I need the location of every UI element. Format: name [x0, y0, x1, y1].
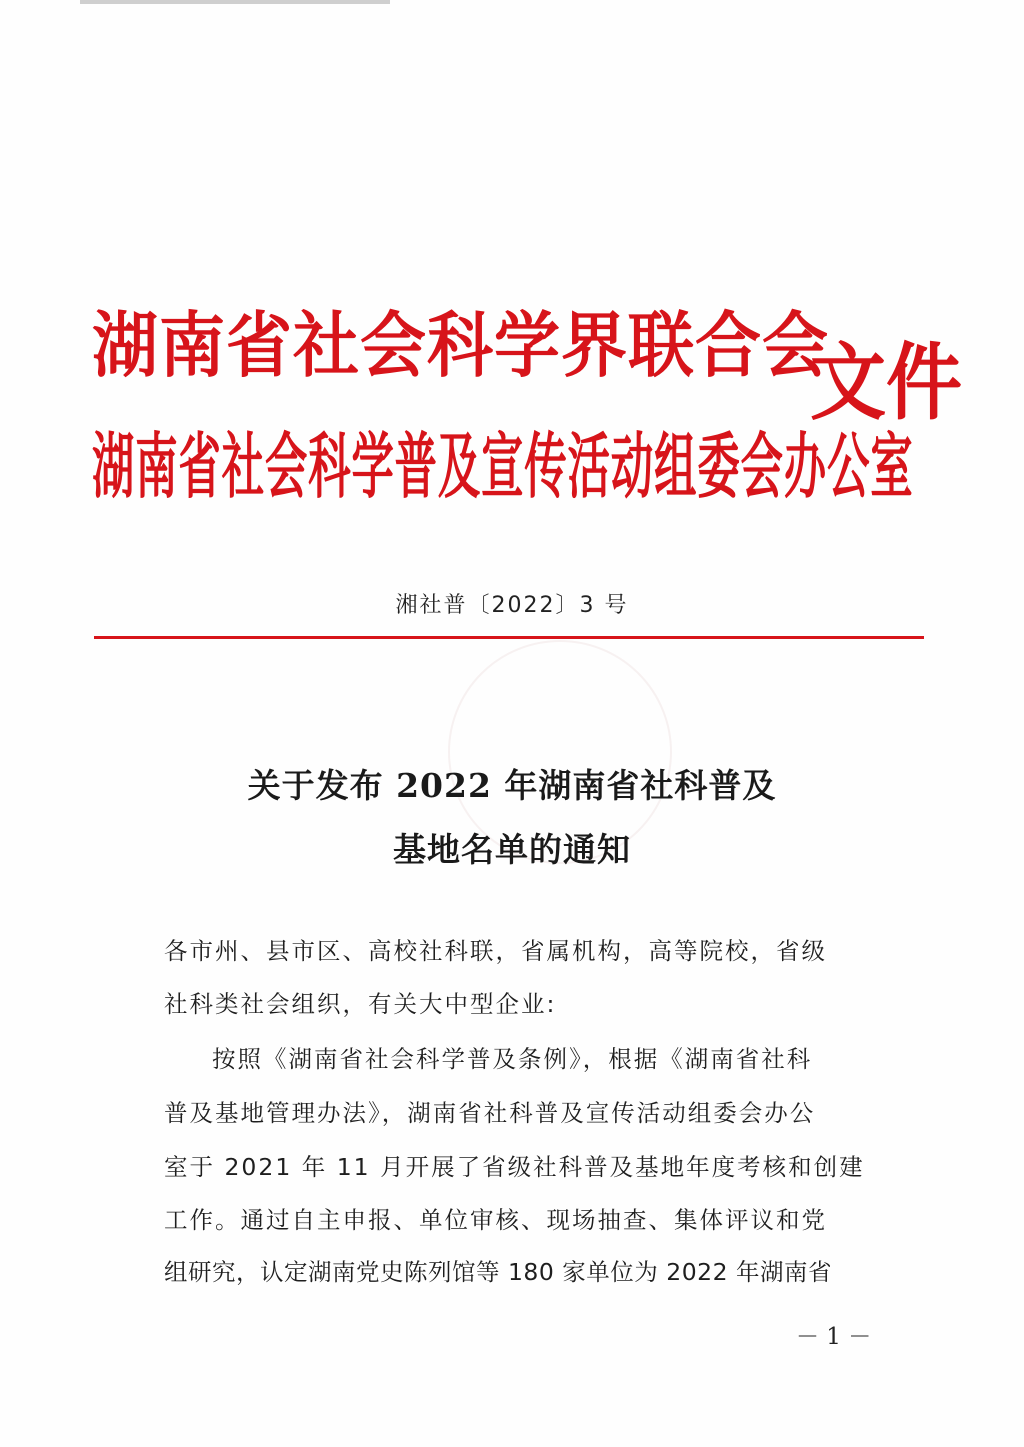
document-number: 湘社普〔2022〕3 号 — [395, 593, 629, 618]
body-line: 社科类社会组织，有关大中型企业: — [164, 990, 557, 1018]
body-line: 组研究，认定湖南党史陈列馆等 180 家单位为 2022 年湖南省 — [164, 1258, 833, 1286]
org-name-line-2: 湖南省社会科学普及宣传活动组委会办公室 — [92, 424, 914, 508]
body-line: 室于 2021 年 11 月开展了省级社科普及基地年度考核和创建 — [164, 1153, 865, 1181]
doc-type-label: 文件 — [810, 333, 962, 432]
org-name-line-1: 湖南省社会科学界联合会 — [92, 303, 829, 388]
red-divider — [94, 636, 924, 639]
body-line: 各市州、县市区、高校社科联，省属机构，高等院校，省级 — [164, 937, 827, 965]
page-number: － 1 － — [796, 1324, 872, 1350]
letterhead — [92, 292, 962, 508]
body-line: 按照《湖南省社会科学普及条例》，根据《湖南省社科 — [212, 1045, 813, 1073]
notice-title-line-1: 关于发布 2022 年湖南省社科普及 — [247, 766, 777, 805]
body-line: 工作。通过自主申报、单位审核、现场抽查、集体评议和党 — [164, 1206, 827, 1234]
scan-edge-shadow — [80, 0, 390, 4]
notice-title-line-2: 基地名单的通知 — [393, 830, 631, 869]
body-line: 普及基地管理办法》，湖南省社科普及宣传活动组委会办公 — [164, 1099, 816, 1127]
